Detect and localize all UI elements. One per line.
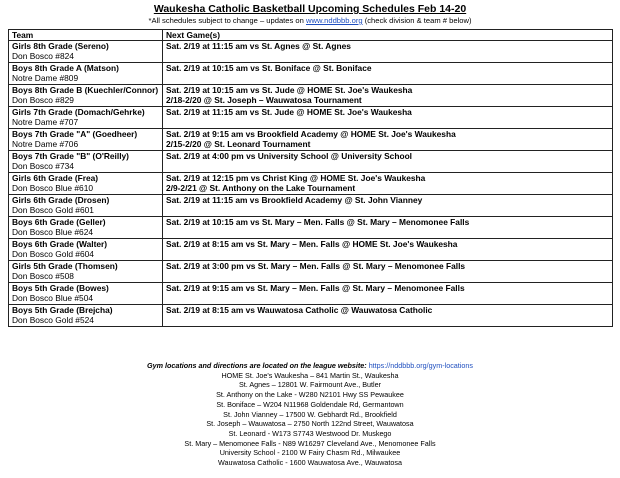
team-school: Don Bosco Blue #610 bbox=[12, 183, 94, 194]
team-name: Boys 6th Grade (Walter) bbox=[12, 239, 108, 250]
game-entry: Sat. 2/19 at 10:15 am vs St. Jude @ HOME St. Joe's Waukesha bbox=[166, 85, 413, 96]
game-entry: 2/18-2/20 @ St. Joseph – Wauwatosa Tournament bbox=[166, 95, 362, 106]
table-row bbox=[9, 217, 613, 239]
table-row bbox=[9, 239, 613, 261]
next-games-cell bbox=[163, 217, 613, 239]
gym-location-list bbox=[0, 371, 620, 468]
page-title: Waukesha Catholic Basketball Upcoming Schedules Feb 14-20 bbox=[153, 3, 467, 15]
game-entry: Sat. 2/19 at 4:00 pm vs University School @ University School bbox=[166, 151, 413, 162]
game-entry: 2/9-2/21 @ St. Anthony on the Lake Tournament bbox=[166, 183, 356, 194]
team-cell bbox=[9, 239, 163, 261]
table-row bbox=[9, 195, 613, 217]
subtitle-suffix: (check division & team # below) bbox=[364, 16, 472, 25]
game-entry: Sat. 2/19 at 9:15 am vs Brookfield Academy @ HOME St. Joe's Waukesha bbox=[166, 129, 456, 140]
team-school: Notre Dame #809 bbox=[12, 73, 79, 84]
team-school: Don Bosco #829 bbox=[12, 95, 74, 106]
table-row bbox=[9, 41, 613, 63]
game-entry: Sat. 2/19 at 11:15 am vs Brookfield Academy @ St. John Vianney bbox=[166, 195, 423, 206]
game-entry: Sat. 2/19 at 8:15 am vs Wauwatosa Catholic @ Wauwatosa Catholic bbox=[166, 305, 433, 316]
team-name: Boys 5th Grade (Bowes) bbox=[12, 283, 109, 294]
table-header-row bbox=[9, 30, 613, 41]
game-entry: Sat. 2/19 at 10:15 am vs St. Boniface @ St. Boniface bbox=[166, 63, 372, 74]
next-games-cell bbox=[163, 41, 613, 63]
team-school: Don Bosco Blue #624 bbox=[12, 227, 94, 238]
game-entry: Sat. 2/19 at 10:15 am vs St. Mary – Men. Falls @ St. Mary – Menomonee Falls bbox=[166, 217, 470, 228]
gym-locations-intro-text: Gym locations and directions are located on the league website: bbox=[147, 361, 367, 370]
team-cell bbox=[9, 107, 163, 129]
gym-location-line: St. Leonard - W173 S7743 Westwood Dr. Muskego bbox=[228, 428, 392, 438]
website-link[interactable]: www.nddbbb.org bbox=[306, 16, 363, 25]
team-school: Don Bosco Blue #504 bbox=[12, 293, 94, 304]
team-cell bbox=[9, 173, 163, 195]
team-cell bbox=[9, 151, 163, 173]
team-school: Don Bosco #734 bbox=[12, 161, 74, 172]
team-school: Notre Dame #707 bbox=[12, 117, 79, 128]
gym-location-line: St. John Vianney – 17500 W. Gebhardt Rd., Brookfield bbox=[223, 409, 397, 419]
team-school: Notre Dame #706 bbox=[12, 139, 79, 150]
team-name: Boys 5th Grade (Brejcha) bbox=[12, 305, 113, 316]
gym-location-line: St. Anthony on the Lake - W280 N2101 Hwy SS Pewaukee bbox=[216, 390, 404, 400]
team-cell bbox=[9, 283, 163, 305]
game-entry: Sat. 2/19 at 11:15 am vs St. Agnes @ St. Agnes bbox=[166, 41, 351, 52]
next-games-cell bbox=[163, 129, 613, 151]
next-games-cell bbox=[163, 85, 613, 107]
table-row bbox=[9, 305, 613, 327]
table-row bbox=[9, 129, 613, 151]
next-games-cell bbox=[163, 107, 613, 129]
next-games-cell bbox=[163, 195, 613, 217]
team-name: Boys 6th Grade (Geller) bbox=[12, 217, 106, 228]
team-cell bbox=[9, 63, 163, 85]
gym-location-line: Wauwatosa Catholic - 1600 Wauwatosa Ave., Wauwatosa bbox=[217, 458, 403, 468]
game-entry: Sat. 2/19 at 8:15 am vs St. Mary – Men. Falls @ HOME St. Joe's Waukesha bbox=[166, 239, 458, 250]
column-header-team: Team bbox=[9, 30, 163, 41]
team-cell bbox=[9, 217, 163, 239]
team-school: Don Bosco Gold #524 bbox=[12, 315, 94, 326]
gym-locations-footer bbox=[0, 361, 620, 468]
team-name: Girls 7th Grade (Domach/Gehrke) bbox=[12, 107, 145, 118]
team-cell bbox=[9, 261, 163, 283]
gym-locations-intro bbox=[0, 361, 620, 371]
game-entry: 2/15-2/20 @ St. Leonard Tournament bbox=[166, 139, 311, 150]
table-row bbox=[9, 283, 613, 305]
gym-location-line: St. Joseph – Wauwatosa – 2750 North 122nd Street, Wauwatosa bbox=[206, 419, 414, 429]
gym-locations-link[interactable]: https://nddbbb.org/gym-locations bbox=[368, 361, 473, 370]
table-row bbox=[9, 151, 613, 173]
team-cell bbox=[9, 305, 163, 327]
table-row bbox=[9, 107, 613, 129]
next-games-cell bbox=[163, 305, 613, 327]
team-cell bbox=[9, 85, 163, 107]
table-row bbox=[9, 63, 613, 85]
table-row bbox=[9, 85, 613, 107]
column-header-next-games: Next Game(s) bbox=[163, 30, 613, 41]
game-entry: Sat. 2/19 at 3:00 pm vs St. Mary – Men. Falls @ St. Mary – Menomonee Falls bbox=[166, 261, 466, 272]
schedule-table bbox=[8, 29, 613, 327]
team-school: Don Bosco #824 bbox=[12, 51, 74, 62]
team-cell bbox=[9, 129, 163, 151]
subtitle-prefix: *All schedules subject to change – updates on bbox=[148, 16, 304, 25]
next-games-cell bbox=[163, 63, 613, 85]
gym-location-line: St. Agnes – 12801 W. Fairmount Ave., Butler bbox=[238, 380, 382, 390]
next-games-cell bbox=[163, 151, 613, 173]
team-name: Boys 7th Grade "A" (Goedheer) bbox=[12, 129, 138, 140]
game-entry: Sat. 2/19 at 12:15 pm vs Christ King @ HOME St. Joe's Waukesha bbox=[166, 173, 426, 184]
team-name: Girls 6th Grade (Frea) bbox=[12, 173, 99, 184]
game-entry: Sat. 2/19 at 11:15 am vs St. Jude @ HOME St. Joe's Waukesha bbox=[166, 107, 412, 118]
next-games-cell bbox=[163, 239, 613, 261]
next-games-cell bbox=[163, 283, 613, 305]
team-name: Boys 8th Grade B (Kuechler/Connor) bbox=[12, 85, 159, 96]
team-school: Don Bosco Gold #601 bbox=[12, 205, 94, 216]
table-row bbox=[9, 173, 613, 195]
game-entry: Sat. 2/19 at 9:15 am vs St. Mary – Men. Falls @ St. Mary – Menomonee Falls bbox=[166, 283, 465, 294]
team-name: Boys 7th Grade "B" (O'Reilly) bbox=[12, 151, 129, 162]
team-cell bbox=[9, 41, 163, 63]
team-name: Girls 8th Grade (Sereno) bbox=[12, 41, 109, 52]
team-name: Girls 5th Grade (Thomsen) bbox=[12, 261, 118, 272]
team-school: Don Bosco Gold #604 bbox=[12, 249, 94, 260]
next-games-cell bbox=[163, 173, 613, 195]
gym-location-line: St. Boniface – W204 N11968 Goldendale Rd, Germantown bbox=[216, 399, 404, 409]
team-name: Girls 6th Grade (Drosen) bbox=[12, 195, 110, 206]
table-row bbox=[9, 261, 613, 283]
gym-location-line: HOME St. Joe's Waukesha – 841 Martin St., Waukesha bbox=[221, 370, 399, 380]
team-cell bbox=[9, 195, 163, 217]
gym-location-line: St. Mary – Menomonee Falls - N89 W16297 Cleveland Ave., Menomonee Falls bbox=[184, 438, 436, 448]
next-games-cell bbox=[163, 261, 613, 283]
page-subtitle bbox=[0, 16, 620, 26]
team-name: Boys 8th Grade A (Matson) bbox=[12, 63, 119, 74]
gym-location-line: University School - 2100 W Fairy Chasm Rd., Milwaukee bbox=[219, 448, 401, 458]
team-school: Don Bosco #508 bbox=[12, 271, 74, 282]
